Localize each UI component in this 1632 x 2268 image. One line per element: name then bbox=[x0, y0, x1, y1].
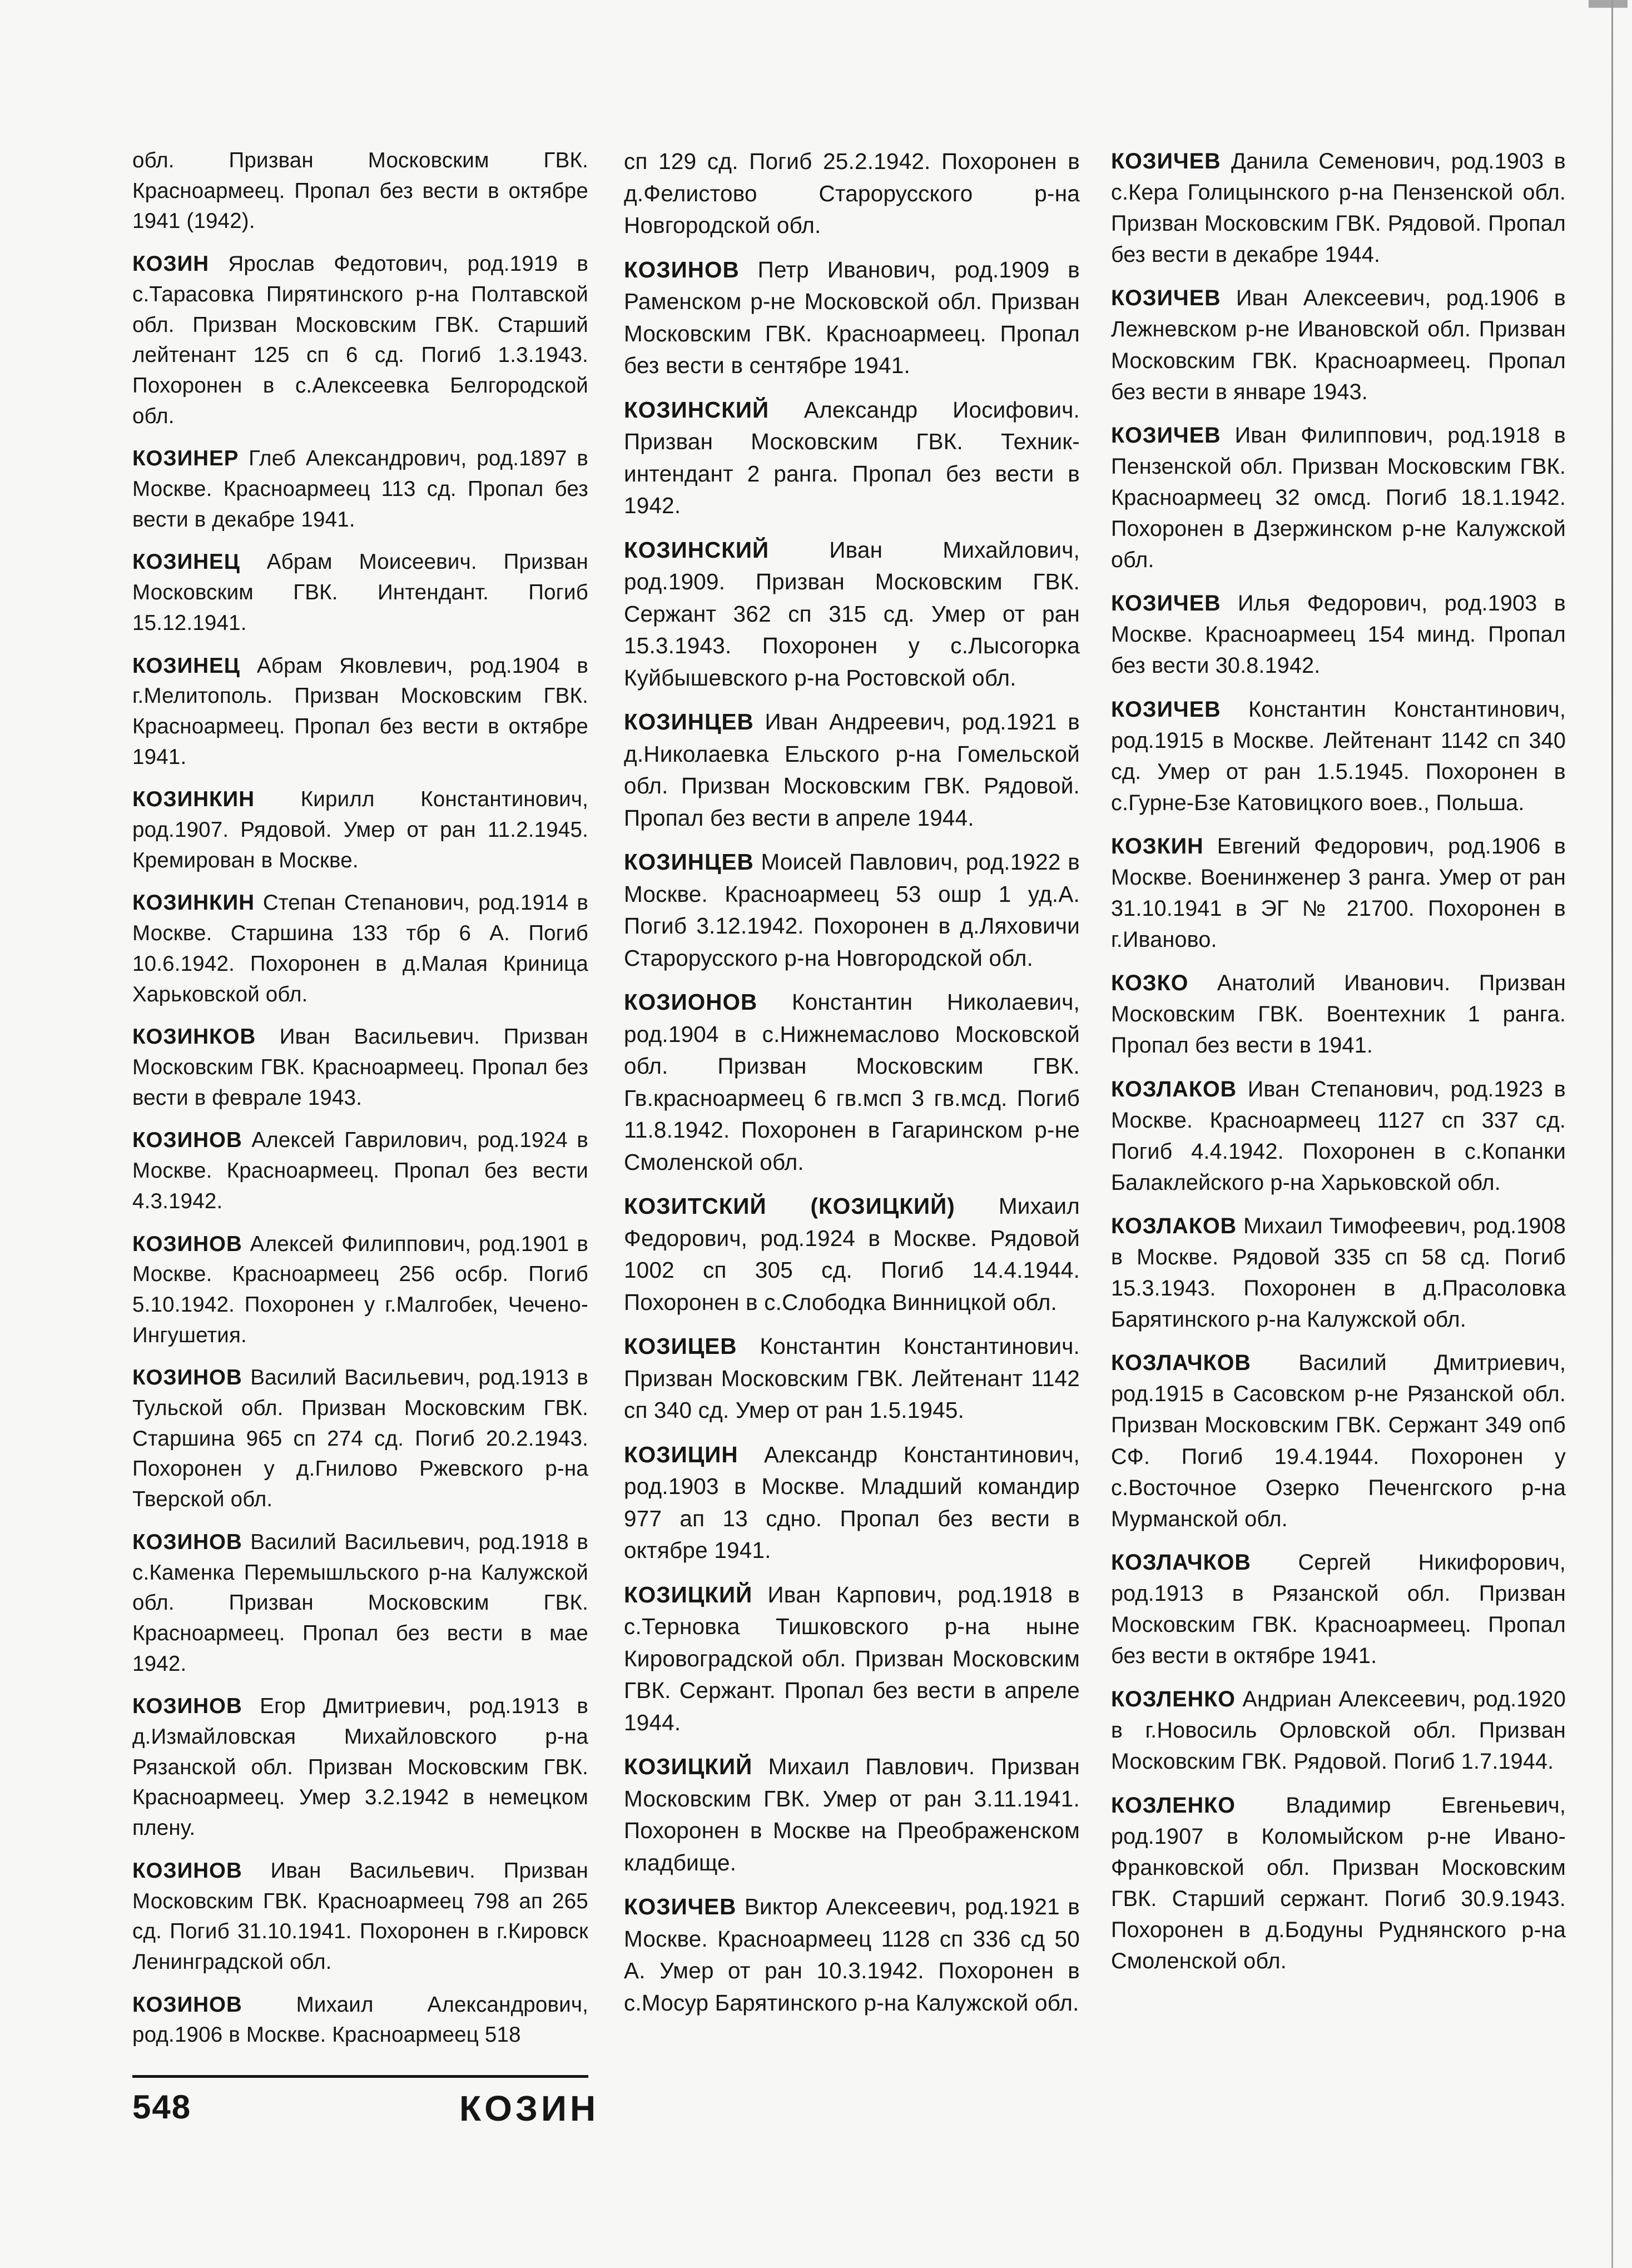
running-head: КОЗИН bbox=[459, 2088, 599, 2128]
biographical-entry bbox=[132, 1527, 588, 1680]
entry-surname: КОЗИОНОВ bbox=[624, 989, 758, 1015]
entry-surname: КОЗИНЦЕВ bbox=[624, 709, 754, 735]
entry-text: Алексей Гаврилович, род.1924 в Москве. Красноармеец. Пропал без вести 4.3.1942. bbox=[132, 1128, 588, 1213]
entry-surname: КОЗКО bbox=[1111, 971, 1189, 996]
entry-surname: КОЗИНОВ bbox=[624, 256, 740, 282]
biographical-entry bbox=[132, 444, 588, 535]
biographical-entry bbox=[624, 394, 1080, 522]
entry-text: Василий Васильевич, род.1913 в Тульской обл. Призван Московским ГВК. Старшина 965 сп 274 сд. Погиб 20.2.1943. Похоронен у д.Гнилово Ржевского р-на Тверской обл. bbox=[132, 1366, 588, 1512]
biographical-entry bbox=[624, 1579, 1080, 1739]
entry-text: Сергей Никифорович, род.1913 в Рязанской обл. Призван Московским ГВК. Красноармеец. Пропал без вести в октябре 1941. bbox=[1111, 1550, 1566, 1669]
entry-text: Евгений Федорович, род.1906 в Москве. Военинженер 3 ранга. Умер от ран 31.10.1941 в ЭГ № 21700. Похоронен в г.Иваново. bbox=[1111, 833, 1566, 952]
biographical-entry bbox=[132, 888, 588, 1010]
entry-surname: КОЗИНОВ bbox=[132, 1232, 242, 1256]
entry-surname: КОЗИНЕЦ bbox=[132, 550, 240, 574]
biographical-entry bbox=[1111, 1347, 1566, 1535]
scan-corner-mark bbox=[1589, 0, 1628, 8]
biographical-entry bbox=[1111, 282, 1566, 407]
entry-surname: КОЗИНЦЕВ bbox=[624, 849, 754, 875]
entry-surname: КОЗИНСКИЙ bbox=[624, 537, 770, 563]
entry-surname: КОЗИНОВ bbox=[132, 1530, 242, 1554]
biographical-entry bbox=[132, 1022, 588, 1113]
biographical-entry bbox=[624, 1190, 1080, 1318]
entry-surname: КОЗИЦИН bbox=[624, 1441, 738, 1467]
entry-surname: КОЗИНОВ bbox=[132, 1694, 242, 1719]
entry-text: Александр Константинович, род.1903 в Москве. Младший командир 977 ап 13 сдно. Пропал без вести в октябре 1941. bbox=[624, 1441, 1080, 1563]
entry-surname: КОЗКИН bbox=[1111, 833, 1204, 858]
entry-text: сп 129 сд. Погиб 25.2.1942. Похоронен в д.Фелистово Старорусского р-на Новгородской обл. bbox=[624, 148, 1080, 238]
biographical-entry bbox=[132, 1229, 588, 1351]
biographical-entry bbox=[624, 846, 1080, 974]
entry-text: Степан Степанович, род.1914 в Москве. Старшина 133 тбр 6 А. Погиб 10.6.1942. Похоронен в д.Малая Криница Харьковской обл. bbox=[132, 891, 588, 1006]
entry-text: Иван Михайлович, род.1909. Призван Московским ГВК. Сержант 362 сп 315 сд. Умер от ран 15.3.1943. Похоронен у с.Лысогорка Куйбышевского р-на Ростовской обл. bbox=[624, 537, 1080, 691]
entry-text: Кирилл Константинович, род.1907. Рядовой. Умер от ран 11.2.1945. Кремирован в Москве. bbox=[132, 787, 588, 872]
entry-text: Михаил Тимофеевич, род.1908 в Москве. Рядовой 335 сп 58 сд. Погиб 15.3.1943. Похоронен в д.Прасоловка Барятинского р-на Калужской обл. bbox=[1111, 1213, 1566, 1332]
entry-text: Виктор Алексеевич, род.1921 в Москве. Красноармеец 1128 сп 336 сд 50 А. Умер от ран 10.3.1942. Похоронен в с.Мосур Барятинского р-на Калужской обл. bbox=[624, 1894, 1080, 2016]
biographical-entry bbox=[624, 1331, 1080, 1427]
entry-text: Глеб Александрович, род.1897 в Москве. Красноармеец 113 сд. Пропал без вести в декабре 1941. bbox=[132, 446, 588, 532]
entry-surname: КОЗЛАЧКОВ bbox=[1111, 1351, 1251, 1376]
entry-text: Михаил Павлович. Призван Московским ГВК. Умер от ран 3.11.1941. Похоронен в Москве на Преображенском кладбище. bbox=[624, 1754, 1080, 1875]
biographical-entry bbox=[132, 249, 588, 431]
biographical-entry bbox=[1111, 1074, 1566, 1198]
biographical-entry bbox=[132, 1125, 588, 1217]
biographical-entry bbox=[624, 986, 1080, 1178]
biographical-entry bbox=[1111, 1210, 1566, 1335]
entry-surname: КОЗЛАЧКОВ bbox=[1111, 1550, 1251, 1575]
entry-text: Константин Константинович, род.1915 в Москве. Лейтенант 1142 сп 340 сд. Умер от ран 1.5.1945. Похоронен в с.Гурне-Бзе Катовицкого воев., Польша. bbox=[1111, 697, 1566, 815]
biographical-entry bbox=[1111, 588, 1566, 681]
biographical-entry bbox=[1111, 146, 1566, 270]
entry-text: обл. Призван Московским ГВК. Красноармеец. Пропал без вести в октябре 1941 (1942). bbox=[132, 148, 588, 234]
entry-surname: КОЗИЧЕВ bbox=[1111, 423, 1221, 448]
entry-text: Абрам Яковлевич, род.1904 в г.Мелитополь. Призван Московским ГВК. Красноармеец. Пропал без вести в октябре 1941. bbox=[132, 653, 588, 769]
entry-text: Андриан Алексеевич, род.1920 в г.Новосиль Орловской обл. Призван Московским ГВК. Рядовой. Погиб 1.7.1944. bbox=[1111, 1687, 1566, 1774]
biographical-entry bbox=[1111, 831, 1566, 955]
entry-text: Иван Филиппович, род.1918 в Пензенской обл. Призван Московским ГВК. Красноармеец 32 омсд. Погиб 18.1.1942. Похоронен в Дзержинском р-не Калужской обл. bbox=[1111, 423, 1566, 573]
entry-surname: КОЗИНКОВ bbox=[132, 1025, 256, 1049]
footer-rule bbox=[132, 2075, 588, 2078]
entry-surname: КОЗИЧЕВ bbox=[1111, 591, 1221, 616]
entry-text: Моисей Павлович, род.1922 в Москве. Красноармеец 53 ошр 1 уд.А. Погиб 3.12.1942. Похоронен в д.Ляховичи Старорусского р-на Новгородской обл. bbox=[624, 849, 1080, 971]
entry-surname: КОЗИЧЕВ bbox=[624, 1894, 737, 1919]
entry-surname: КОЗИНСКИЙ bbox=[624, 396, 770, 423]
entry-surname: КОЗИЦКИЙ bbox=[624, 1754, 753, 1779]
entry-surname: КОЗИН bbox=[132, 252, 210, 276]
page-number: 548 bbox=[132, 2088, 192, 2126]
entry-surname: КОЗЛЕНКО bbox=[1111, 1793, 1236, 1818]
entry-text: Данила Семенович, род.1903 в с.Кера Голицынского р-на Пензенской обл. Призван Московским ГВК. Рядовой. Пропал без вести в декабре 1944. bbox=[1111, 149, 1566, 267]
entry-text: Анатолий Иванович. Призван Московским ГВК. Воентехник 1 ранга. Пропал без вести в 1941. bbox=[1111, 971, 1566, 1058]
biographical-entry bbox=[624, 146, 1080, 242]
entry-text: Василий Васильевич, род.1918 в с.Каменка Перемышльского р-на Калужской обл. Призван Московским ГВК. Красноармеец. Пропал без вести в мае 1942. bbox=[132, 1530, 588, 1676]
entry-surname: КОЗИНКИН bbox=[132, 891, 255, 915]
entry-text: Константин Константинович. Призван Московским ГВК. Лейтенант 1142 сп 340 сд. Умер от ран 1.5.1945. bbox=[624, 1333, 1080, 1423]
entry-text: Абрам Моисеевич. Призван Московским ГВК. Интендант. Погиб 15.12.1941. bbox=[132, 550, 588, 635]
biographical-entry bbox=[624, 254, 1080, 382]
biographical-entry bbox=[132, 547, 588, 638]
biographical-entry bbox=[1111, 694, 1566, 818]
entry-text: Владимир Евгеньевич, род.1907 в Коломыйском р-не Ивано-Франковской обл. Призван Московским ГВК. Старший сержант. Погиб 30.9.1943. Похоронен в д.Бодуны Руднянского р-на Смоленской обл. bbox=[1111, 1793, 1566, 1973]
entry-text: Ярослав Федотович, род.1919 в с.Тарасовка Пирятинского р-на Полтавской обл. Призван Московским ГВК. Старший лейтенант 125 сп 6 сд. Погиб 1.3.1943. Похоронен в с.Алексеевка Белгородской обл. bbox=[132, 252, 588, 428]
biographical-entry bbox=[132, 651, 588, 773]
entry-surname: КОЗИЦКИЙ bbox=[624, 1581, 753, 1607]
entry-surname: КОЗИНЕЦ bbox=[132, 653, 240, 678]
biographical-entry bbox=[132, 785, 588, 876]
entry-surname: КОЗЛАКОВ bbox=[1111, 1076, 1237, 1101]
entry-text: Иван Васильевич. Призван Московским ГВК. Красноармеец 798 ап 265 сд. Погиб 31.10.1941. Похоронен в г.Кировск Ленинградской обл. bbox=[132, 1858, 588, 1974]
biographical-entry bbox=[1111, 1684, 1566, 1777]
column-left bbox=[132, 146, 588, 2063]
biographical-entry bbox=[1111, 1790, 1566, 1977]
biographical-entry bbox=[132, 1856, 588, 1978]
entry-text: Иван Степанович, род.1923 в Москве. Красноармеец 1127 сп 337 сд. Погиб 4.4.1942. Похоронен в с.Копанки Балаклейского р-на Харьковской обл. bbox=[1111, 1076, 1566, 1195]
entry-surname: КОЗЛЕНКО bbox=[1111, 1687, 1236, 1712]
biographical-entry bbox=[132, 1363, 588, 1515]
entry-surname: КОЗИТСКИЙ (КОЗИЦКИЙ) bbox=[624, 1193, 955, 1219]
biographical-entry bbox=[1111, 420, 1566, 575]
entry-text: Алексей Филиппович, род.1901 в Москве. Красноармеец 256 осбр. Погиб 5.10.1942. Похоронен у г.Малгобек, Чечено-Ингушетия. bbox=[132, 1232, 588, 1347]
entry-text: Константин Николаевич, род.1904 в с.Нижнемаслово Московской обл. Призван Московским ГВК. Гв.красноармеец 6 гв.мсп 3 гв.мсд. Погиб 11.8.1942. Похоронен в Гагаринском р-не Смоленской обл. bbox=[624, 989, 1080, 1175]
entry-surname: КОЗИЧЕВ bbox=[1111, 149, 1221, 173]
entry-text: Василий Дмитриевич, род.1915 в Сасовском р-не Рязанской обл. Призван Московским ГВК. Сержант 349 опб СФ. Погиб 19.4.1944. Похоронен у с.Восточное Озерко Печенгского р-на Мурманской обл. bbox=[1111, 1351, 1566, 1531]
biographical-entry bbox=[624, 1751, 1080, 1879]
entry-surname: КОЗИЧЕВ bbox=[1111, 697, 1221, 722]
scan-edge-line bbox=[1611, 0, 1613, 2268]
entry-surname: КОЗИЧЕВ bbox=[1111, 286, 1221, 311]
biographical-entry bbox=[624, 706, 1080, 834]
biographical-entry bbox=[132, 146, 588, 237]
entry-text: Александр Иосифович. Призван Московским ГВК. Техник-интендант 2 ранга. Пропал без вести в 1942. bbox=[624, 396, 1080, 518]
biographical-entry bbox=[132, 1691, 588, 1844]
entry-text: Иван Васильевич. Призван Московским ГВК. Красноармеец. Пропал без вести в феврале 1943. bbox=[132, 1025, 588, 1110]
biographical-entry bbox=[624, 534, 1080, 694]
entry-text: Егор Дмитриевич, род.1913 в д.Измайловская Михайловского р-на Рязанской обл. Призван Московским ГВК. Красноармеец. Умер 3.2.1942 в немецком плену. bbox=[132, 1694, 588, 1840]
entry-text: Михаил Александрович, род.1906 в Москве. Красноармеец 518 bbox=[132, 1992, 588, 2047]
entry-surname: КОЗИНОВ bbox=[132, 1992, 242, 2017]
entry-text: Иван Карпович, род.1918 в с.Терновка Тишковского р-на ныне Кировоградской обл. Призван Московским ГВК. Сержант. Пропал без вести в апреле 1944. bbox=[624, 1581, 1080, 1735]
entry-surname: КОЗИНОВ bbox=[132, 1366, 242, 1390]
entry-surname: КОЗИНЕР bbox=[132, 446, 239, 471]
entry-text: Илья Федорович, род.1903 в Москве. Красноармеец 154 минд. Пропал без вести 30.8.1942. bbox=[1111, 591, 1566, 678]
entry-surname: КОЗИНКИН bbox=[132, 787, 255, 812]
entry-text: Иван Андреевич, род.1921 в д.Николаевка Ельского р-на Гомельской обл. Призван Московским ГВК. Рядовой. Пропал без вести в апреле 1944. bbox=[624, 709, 1080, 831]
entry-text: Михаил Федорович, род.1924 в Москве. Рядовой 1002 сп 305 сд. Погиб 14.4.1944. Похоронен в с.Слободка Винницкой обл. bbox=[624, 1193, 1080, 1315]
biographical-entry bbox=[624, 1891, 1080, 2019]
entry-text: Петр Иванович, род.1909 в Раменском р-не Московской обл. Призван Московским ГВК. Красноармеец. Пропал без вести в сентябре 1941. bbox=[624, 256, 1080, 378]
biographical-entry bbox=[132, 1990, 588, 2051]
biographical-entry bbox=[624, 1439, 1080, 1567]
biographical-entry bbox=[1111, 967, 1566, 1061]
column-right bbox=[1111, 146, 1566, 1989]
biographical-entry bbox=[1111, 1547, 1566, 1671]
entry-surname: КОЗИНОВ bbox=[132, 1128, 242, 1153]
entry-surname: КОЗИЦЕВ bbox=[624, 1333, 737, 1359]
entry-surname: КОЗИНОВ bbox=[132, 1858, 242, 1883]
column-middle bbox=[624, 146, 1080, 2031]
entry-text: Иван Алексеевич, род.1906 в Лежневском р-не Ивановской обл. Призван Московским ГВК. Красноармеец. Пропал без вести в январе 1943. bbox=[1111, 286, 1566, 404]
entry-surname: КОЗЛАКОВ bbox=[1111, 1213, 1237, 1238]
